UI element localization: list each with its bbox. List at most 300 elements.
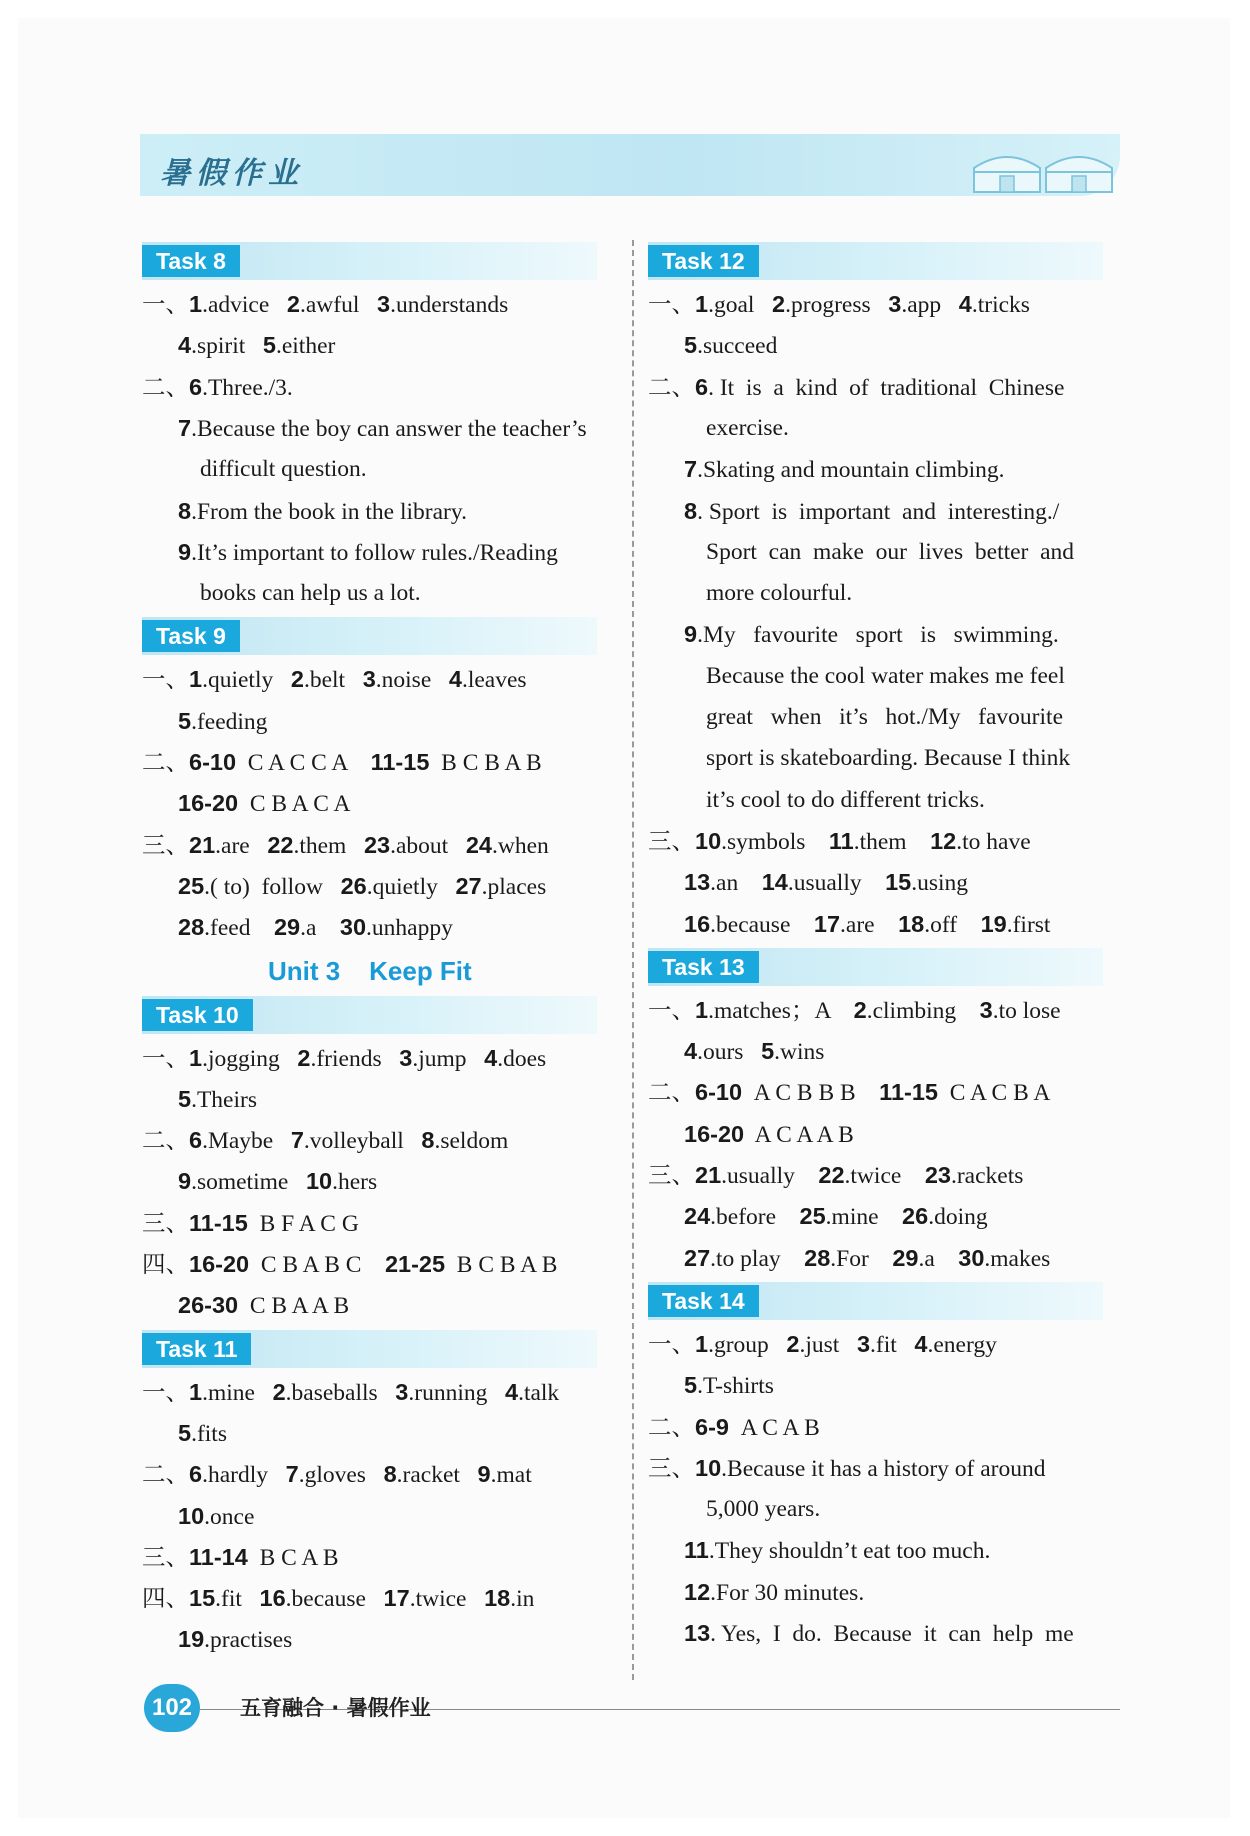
question-number: 3 (979, 996, 993, 1023)
answer-text: .fit (870, 1331, 915, 1358)
answer-text: .hers (332, 1169, 378, 1196)
question-number: 10 (305, 1168, 333, 1195)
answer-text: .because (285, 1586, 384, 1613)
question-number: 16-20 (684, 1120, 745, 1147)
answer-text: .practises (204, 1627, 293, 1654)
question-number: 7 (285, 1461, 299, 1488)
answer-line (142, 1377, 559, 1408)
question-number: 2 (286, 291, 300, 317)
answer-line (648, 372, 1064, 403)
answer-text: .does (497, 1045, 547, 1072)
question-number: 15 (189, 1585, 216, 1612)
section-marker: 三、 (142, 1210, 189, 1237)
answer-text: .using (911, 870, 969, 897)
answer-text: .unhappy (366, 915, 453, 942)
answer-text: .an (710, 870, 762, 897)
section-marker: 一、 (648, 1331, 695, 1358)
answer-text: .wins (774, 1039, 825, 1066)
answer-line (178, 1084, 257, 1115)
section-marker: 一、 (142, 292, 189, 318)
question-number: 21-25 (384, 1251, 446, 1277)
answer-line (684, 1370, 774, 1401)
question-number: 30 (958, 1244, 985, 1271)
task-label: Task 14 (648, 1285, 759, 1317)
answer-text: .gloves (298, 1462, 384, 1489)
answer-text: .usually (787, 870, 886, 897)
answer-text: .first (1006, 911, 1051, 938)
column-divider (632, 240, 634, 1680)
question-number: 24 (465, 831, 492, 858)
task-label: Task 9 (142, 620, 240, 652)
answer-text: .They shouldn’t eat too much. (708, 1538, 991, 1565)
question-number: 6 (189, 1127, 203, 1154)
answer-line (178, 788, 350, 819)
question-number: 13 (684, 1620, 711, 1646)
answer-text: .tricks (971, 292, 1030, 318)
question-number: 19 (178, 1626, 205, 1653)
section-marker: 三、 (648, 1163, 695, 1189)
question-number: 22 (818, 1162, 845, 1188)
unit-title: Unit 3 Keep Fit (268, 955, 472, 986)
question-number: 5 (262, 332, 276, 359)
question-number: 4 (684, 1038, 698, 1065)
answer-line (178, 706, 267, 737)
question-number: 4 (958, 291, 972, 317)
task-header (142, 617, 597, 655)
answer-line (684, 909, 1050, 940)
answer-text: . Sport is important and interesting./ (697, 498, 1060, 525)
question-number: 3 (395, 1378, 409, 1405)
answer-line (684, 1577, 864, 1608)
answer-line (684, 867, 968, 898)
question-number: 5 (178, 1419, 192, 1446)
answer-line (178, 537, 558, 568)
section-marker: 一、 (142, 667, 189, 694)
answer-text: .talk (518, 1379, 560, 1406)
question-number: 11-15 (879, 1079, 938, 1106)
question-number: 3 (399, 1044, 413, 1071)
section-marker: 一、 (648, 292, 695, 318)
answer-text: .For (830, 1245, 893, 1272)
answer-text: .spirit (191, 333, 263, 360)
question-number: 22 (267, 831, 294, 858)
answer-text: more colourful. (706, 580, 853, 607)
answer-text: Because the cool water makes me feel (706, 662, 1065, 689)
answer-line (178, 1290, 349, 1321)
answer-text: .hardly (202, 1462, 286, 1489)
question-number: 1 (189, 1044, 203, 1071)
section-marker: 三、 (648, 1455, 695, 1482)
answer-text: B F A C G (247, 1210, 359, 1237)
question-number: 6-9 (695, 1413, 729, 1440)
question-number: 16 (259, 1585, 286, 1612)
question-number: 5 (684, 1372, 698, 1399)
answer-line (142, 830, 549, 861)
answer-text: A C A B (728, 1414, 820, 1441)
answer-text: .goal (708, 292, 773, 318)
question-number: 6-10 (695, 1079, 743, 1106)
answer-line (142, 747, 542, 778)
question-number: 1 (695, 291, 709, 317)
section-marker: 一、 (648, 997, 695, 1024)
question-number: 4 (484, 1044, 498, 1071)
question-number: 1 (695, 996, 709, 1023)
answer-text: .Because the boy can answer the teacher’s (191, 415, 587, 442)
answer-text: .From the book in the library. (191, 498, 467, 525)
question-number: 9 (178, 538, 192, 565)
answer-text: B C B A B (429, 750, 542, 776)
answer-text: .Maybe (202, 1128, 291, 1155)
answer-text: .either (275, 333, 336, 360)
question-number: 16 (684, 910, 711, 937)
answer-text: .Three./3. (202, 374, 293, 401)
question-number: 8 (684, 497, 698, 524)
answer-text: .because (710, 911, 814, 938)
answer-text: .fit (215, 1586, 260, 1613)
answer-text: Sport can make our lives better and (706, 538, 1075, 565)
answer-line (684, 619, 1059, 650)
section-marker: 二、 (142, 1128, 189, 1155)
question-number: 3 (362, 666, 376, 693)
answer-text: difficult question. (200, 456, 367, 483)
question-number: 12 (684, 1578, 711, 1605)
answer-text: .Because it has a history of around (721, 1455, 1046, 1482)
answer-text: .fits (191, 1420, 227, 1447)
section-marker: 二、 (648, 1414, 695, 1441)
answer-text: .mat (490, 1462, 532, 1489)
answer-text: .places (481, 873, 547, 900)
answer-line (142, 1542, 339, 1573)
yurt-icon (1040, 142, 1118, 196)
question-number: 21 (695, 1162, 722, 1188)
answer-text: C A C B A (937, 1080, 1051, 1107)
question-number: 19 (980, 910, 1007, 937)
answer-line (178, 1501, 254, 1532)
page-header-title: 暑假作业 (160, 156, 304, 191)
answer-line (142, 1043, 546, 1074)
question-number: 2 (772, 291, 786, 317)
answer-text: .leaves (461, 667, 527, 694)
answer-text: .progress (785, 292, 889, 318)
footer-book-title: 五育融合 · 暑假作业 (240, 1696, 431, 1720)
section-marker: 三、 (648, 828, 695, 855)
question-number: 18 (484, 1585, 511, 1612)
answer-text: .My favourite sport is swimming. (697, 622, 1059, 649)
question-number: 29 (273, 914, 301, 941)
answer-text: . Yes, I do. Because it can help me (710, 1621, 1074, 1647)
answer-line (706, 1494, 820, 1524)
question-number: 7 (178, 414, 192, 441)
answer-line (706, 661, 1065, 691)
answer-text: .group (708, 1331, 787, 1358)
answer-line (142, 289, 508, 320)
answer-text: .just (799, 1331, 857, 1358)
answer-text: B C A B (247, 1544, 339, 1571)
task-label: Task 13 (648, 951, 759, 983)
answer-line (706, 413, 789, 443)
task-header (142, 242, 597, 280)
section-marker: 二、 (142, 1462, 189, 1489)
question-number: 5 (761, 1038, 775, 1065)
question-number: 4 (504, 1378, 519, 1405)
question-number: 17 (383, 1585, 410, 1612)
task-label: Task 8 (142, 245, 240, 277)
answer-text: .seldom (434, 1128, 509, 1155)
question-number: 10 (695, 1454, 722, 1481)
answer-text: .succeed (697, 333, 778, 360)
answer-line (684, 1535, 990, 1566)
question-number: 3 (888, 291, 902, 317)
task-label: Task 12 (648, 245, 759, 277)
answer-line (142, 664, 527, 695)
section-marker: 四、 (142, 1252, 189, 1278)
answer-text: .climbing (866, 997, 980, 1024)
answer-text: .about (390, 832, 466, 859)
question-number: 13 (684, 869, 711, 896)
question-number: 9 (178, 1168, 192, 1195)
answer-line (648, 1160, 1023, 1191)
question-number: 30 (339, 914, 367, 941)
question-number: 7 (684, 456, 698, 483)
question-number: 2 (290, 666, 304, 693)
answer-text: .usually (721, 1163, 819, 1189)
question-number: 2 (853, 996, 867, 1023)
answer-line (142, 1249, 557, 1280)
answer-text: .to play (710, 1245, 805, 1272)
answer-line (706, 785, 985, 815)
question-number: 6 (189, 373, 203, 400)
question-number: 8 (383, 1461, 397, 1488)
question-number: 8 (178, 497, 192, 524)
answer-text: .twice (844, 1163, 925, 1189)
answer-text: .energy (927, 1331, 997, 1358)
question-number: 25 (178, 872, 205, 899)
answer-line (684, 330, 777, 361)
answer-line (684, 1119, 854, 1150)
question-number: 7 (290, 1127, 304, 1154)
question-number: 17 (813, 910, 841, 937)
answer-line (200, 454, 367, 484)
answer-text: C A C C A (236, 750, 371, 776)
answer-text: .jump (412, 1045, 485, 1072)
section-marker: 三、 (142, 832, 189, 859)
section-marker: 一、 (142, 1045, 189, 1072)
task-label: Task 11 (142, 1333, 251, 1365)
question-number: 28 (804, 1244, 831, 1271)
answer-text: A C A A B (744, 1121, 854, 1148)
answer-line (178, 1166, 377, 1197)
question-number: 16-20 (189, 1251, 250, 1277)
question-number: 4 (448, 666, 462, 693)
answer-line (648, 289, 1030, 320)
answer-text: .advice (202, 292, 287, 318)
question-number: 9 (684, 621, 698, 648)
question-number: 11-15 (370, 749, 430, 775)
answer-text: .mine (202, 1379, 273, 1406)
answer-text: .rackets (950, 1163, 1024, 1189)
answer-text: .awful (299, 292, 377, 318)
question-number: 14 (761, 869, 788, 896)
task-header (142, 1330, 597, 1368)
question-number: 4 (178, 332, 192, 359)
yurt-icon (968, 142, 1046, 196)
question-number: 1 (189, 1378, 203, 1405)
answer-text: .racket (396, 1462, 478, 1489)
answer-line (178, 413, 587, 444)
answer-text: .belt (303, 667, 363, 694)
answer-text: exercise. (706, 414, 789, 441)
answer-text: .feed (204, 915, 274, 942)
section-marker: 四、 (142, 1586, 189, 1613)
answer-text: .T-shirts (697, 1373, 774, 1400)
answer-text: C B A A B (238, 1293, 350, 1320)
task-label: Task 10 (142, 999, 253, 1031)
answer-line (178, 496, 467, 527)
question-number: 10 (178, 1502, 205, 1529)
question-number: 29 (892, 1244, 919, 1271)
task-header (142, 996, 597, 1034)
question-number: 23 (363, 831, 391, 858)
answer-line (648, 995, 1061, 1026)
answer-line (684, 1201, 988, 1232)
section-marker: 一、 (142, 1379, 189, 1406)
question-number: 25 (799, 1203, 826, 1230)
answer-line (648, 1077, 1050, 1108)
answer-line (178, 1624, 292, 1655)
answer-line (648, 826, 1031, 857)
answer-text: .app (901, 292, 959, 318)
question-number: 23 (924, 1162, 951, 1188)
question-number: 26-30 (178, 1292, 239, 1319)
question-number: 5 (178, 1085, 192, 1112)
question-number: 1 (695, 1330, 709, 1357)
question-number: 28 (178, 914, 205, 941)
answer-line (178, 871, 546, 902)
answer-text: .matches；A (708, 997, 854, 1024)
answer-text: great when it’s hot./My favourite (706, 704, 1063, 730)
question-number: 3 (377, 291, 391, 317)
answer-text: .friends (310, 1045, 400, 1072)
question-number: 3 (856, 1330, 871, 1357)
task-header (648, 948, 1103, 986)
answer-line (178, 912, 453, 943)
answer-line (648, 1412, 820, 1443)
question-number: 5 (684, 332, 698, 359)
question-number: 4 (914, 1330, 928, 1357)
task-header (648, 1282, 1103, 1320)
answer-text: .It’s important to follow rules./Reading (191, 539, 558, 566)
answer-text: C B A C A (238, 791, 351, 818)
answer-text: .them (853, 828, 931, 855)
answer-text: .doing (928, 1204, 988, 1231)
answer-text: .a (918, 1245, 959, 1272)
answer-text: B C B A B (445, 1252, 558, 1278)
answer-text: .when (491, 832, 549, 859)
answer-text: .mine (825, 1204, 903, 1231)
question-number: 1 (189, 666, 203, 693)
question-number: 10 (695, 827, 722, 854)
answer-text: .For 30 minutes. (710, 1579, 865, 1606)
answer-text: .quietly (202, 667, 291, 694)
answer-text: .in (510, 1586, 535, 1613)
answer-text: books can help us a lot. (200, 580, 421, 607)
answer-line (706, 743, 1070, 773)
question-number: 6-10 (189, 749, 237, 775)
question-number: 26 (340, 872, 367, 899)
answer-text: .before (710, 1204, 800, 1231)
answer-line (706, 578, 852, 608)
answer-text: C B A B C (249, 1252, 385, 1278)
section-marker: 三、 (142, 1544, 189, 1571)
question-number: 11-14 (189, 1543, 248, 1570)
answer-text: . It is a kind of traditional Chinese (708, 374, 1065, 401)
answer-line (142, 1583, 534, 1614)
answer-text: .baseballs (285, 1379, 396, 1406)
answer-line (178, 1418, 227, 1449)
answer-text: .off (924, 911, 981, 938)
answer-line (684, 496, 1059, 527)
question-number: 8 (421, 1127, 435, 1154)
question-number: 16-20 (178, 790, 239, 817)
answer-line (684, 454, 1005, 485)
answer-text: .to lose (992, 997, 1061, 1024)
answer-text: .them (293, 832, 364, 859)
answer-text: .running (408, 1379, 505, 1406)
answer-text: it’s cool to do different tricks. (706, 786, 985, 813)
question-number: 2 (272, 1378, 286, 1405)
answer-text: .understands (390, 292, 509, 318)
question-number: 5 (178, 707, 192, 734)
answer-text: .ours (697, 1039, 762, 1066)
answer-text: .volleyball (303, 1128, 422, 1155)
question-number: 6 (189, 1461, 203, 1488)
answer-text: 5,000 years. (706, 1496, 821, 1523)
answer-line (142, 1459, 532, 1490)
answer-line (706, 702, 1063, 732)
answer-line (648, 1329, 997, 1360)
section-marker: 二、 (648, 374, 695, 401)
answer-line (142, 1208, 359, 1239)
answer-line (142, 372, 293, 403)
question-number: 18 (898, 910, 925, 937)
answer-text: .feeding (191, 708, 268, 735)
answer-text: .( to) follow (204, 873, 341, 900)
question-number: 11 (684, 1537, 709, 1564)
question-number: 21 (189, 831, 216, 858)
answer-text: .are (840, 911, 899, 938)
answer-text: sport is skateboarding. Because I think (706, 745, 1071, 772)
question-number: 12 (930, 827, 957, 854)
question-number: 1 (189, 291, 203, 317)
question-number: 2 (297, 1044, 311, 1071)
answer-text: .symbols (721, 828, 829, 855)
answer-text: .twice (409, 1586, 485, 1613)
question-number: 6 (695, 373, 709, 400)
section-marker: 二、 (648, 1080, 695, 1107)
answer-text: A C B B B (742, 1080, 880, 1107)
question-number: 27 (684, 1244, 711, 1271)
question-number: 27 (455, 872, 482, 899)
answer-text: .makes (984, 1245, 1051, 1272)
answer-text: .are (215, 832, 268, 859)
answer-line (142, 1125, 508, 1156)
answer-line (648, 1453, 1045, 1484)
question-number: 9 (477, 1461, 491, 1488)
answer-text: .jogging (202, 1045, 298, 1072)
answer-text: .sometime (191, 1169, 306, 1196)
page-number: 102 (144, 1684, 200, 1732)
answer-text: .once (204, 1503, 255, 1530)
